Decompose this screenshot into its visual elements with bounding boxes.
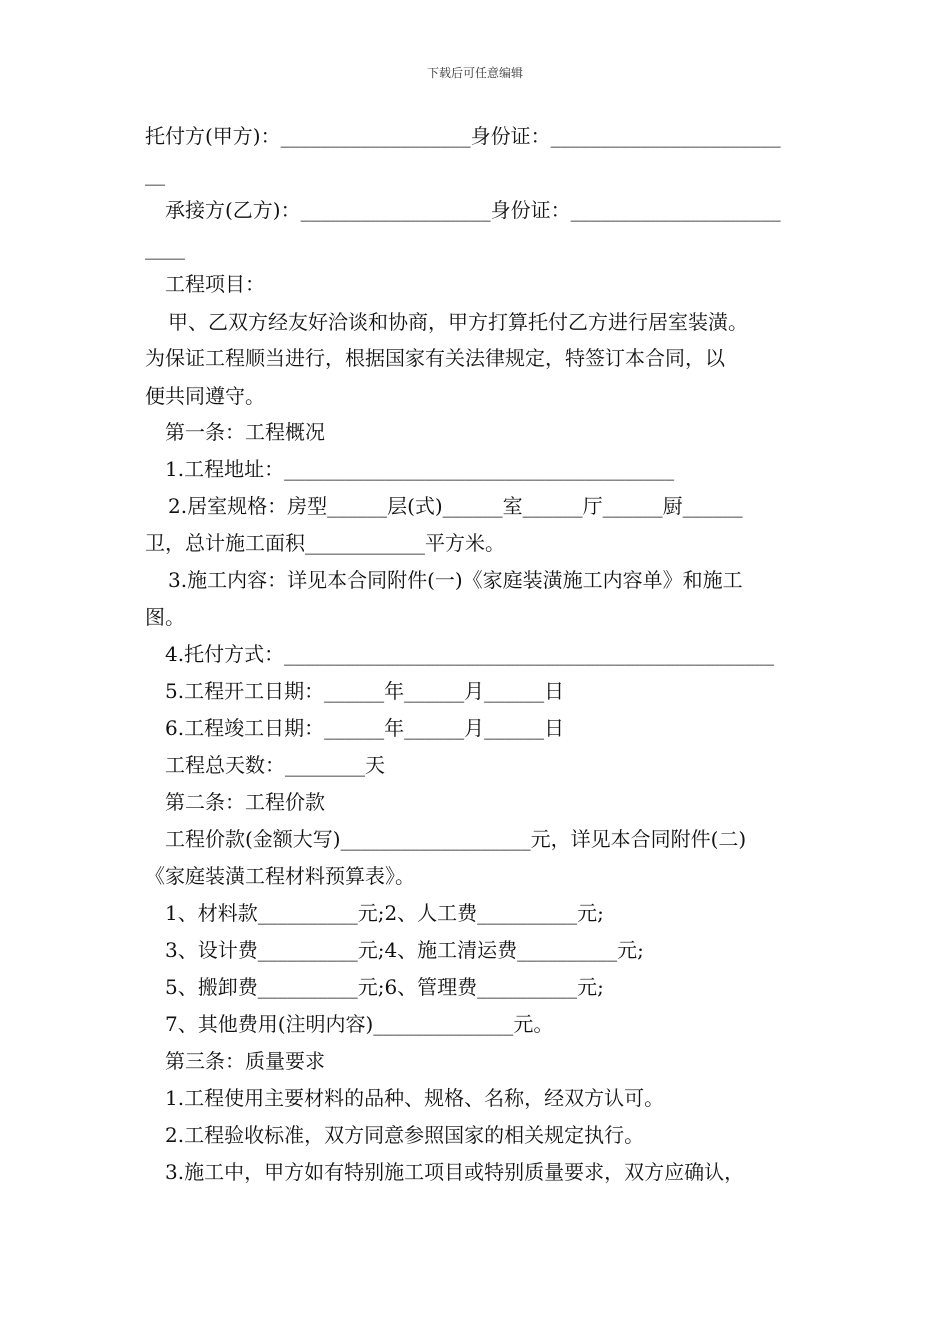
article-3-heading: 第三条：质量要求	[165, 1049, 325, 1073]
item-start-date: 5.工程开工日期：______年______月______日	[165, 679, 565, 703]
party-b-line: 承接方(乙方)：___________________身份证：_____________________	[165, 198, 781, 222]
fee-line-2: 3、设计费__________元;4、施工清运费__________元;	[165, 938, 644, 962]
article-1-heading: 第一条：工程概况	[165, 420, 325, 444]
quality-item-2: 2.工程验收标准，双方同意参照国家的相关规定执行。	[165, 1123, 645, 1147]
quality-item-3: 3.施工中，甲方如有特别施工项目或特别质量要求，双方应确认，	[165, 1160, 745, 1184]
project-label: 工程项目：	[165, 272, 265, 296]
fee-line-4: 7、其他费用(注明内容)______________元。	[165, 1012, 554, 1036]
party-a-line-cont: __	[145, 162, 165, 186]
item-room-spec-cont: 卫，总计施工面积____________平方米。	[145, 531, 505, 555]
party-b-line-cont: ____	[145, 236, 185, 260]
item-end-date: 6.工程竣工日期：______年______月______日	[165, 716, 565, 740]
page-header: 下载后可任意编辑	[426, 66, 523, 80]
item-content: 3.施工内容：详见本合同附件(一)《家庭装潢施工内容单》和施工	[168, 568, 743, 592]
item-entrust-method: 4.托付方式：_________________________________________________	[165, 642, 775, 666]
item-room-spec: 2.居室规格：房型______层(式)______室______厅______厨______	[168, 494, 743, 518]
item-total-days: 工程总天数：________天	[165, 753, 385, 777]
fee-line-3: 5、搬卸费__________元;6、管理费__________元;	[165, 975, 604, 999]
intro-paragraph-line-2: 为保证工程顺当进行，根据国家有关法律规定，特签订本合同，以	[145, 346, 725, 370]
article-2-heading: 第二条：工程价款	[165, 790, 325, 814]
price-line-cont: 《家庭装潢工程材料预算表》。	[145, 864, 415, 888]
intro-paragraph-line-1: 甲、乙双方经友好洽谈和协商，甲方打算托付乙方进行居室装潢。	[168, 310, 748, 334]
fee-line-1: 1、材料款__________元;2、人工费__________元;	[165, 901, 604, 925]
party-a-line: 托付方(甲方)：___________________身份证：_______________________	[145, 124, 781, 148]
quality-item-1: 1.工程使用主要材料的品种、规格、名称，经双方认可。	[165, 1086, 665, 1110]
item-address: 1.工程地址：_______________________________________	[165, 457, 675, 481]
item-content-cont: 图。	[145, 605, 185, 629]
intro-paragraph-line-3: 便共同遵守。	[145, 384, 265, 408]
price-line: 工程价款(金额大写)___________________元，详见本合同附件(二)	[165, 827, 747, 851]
